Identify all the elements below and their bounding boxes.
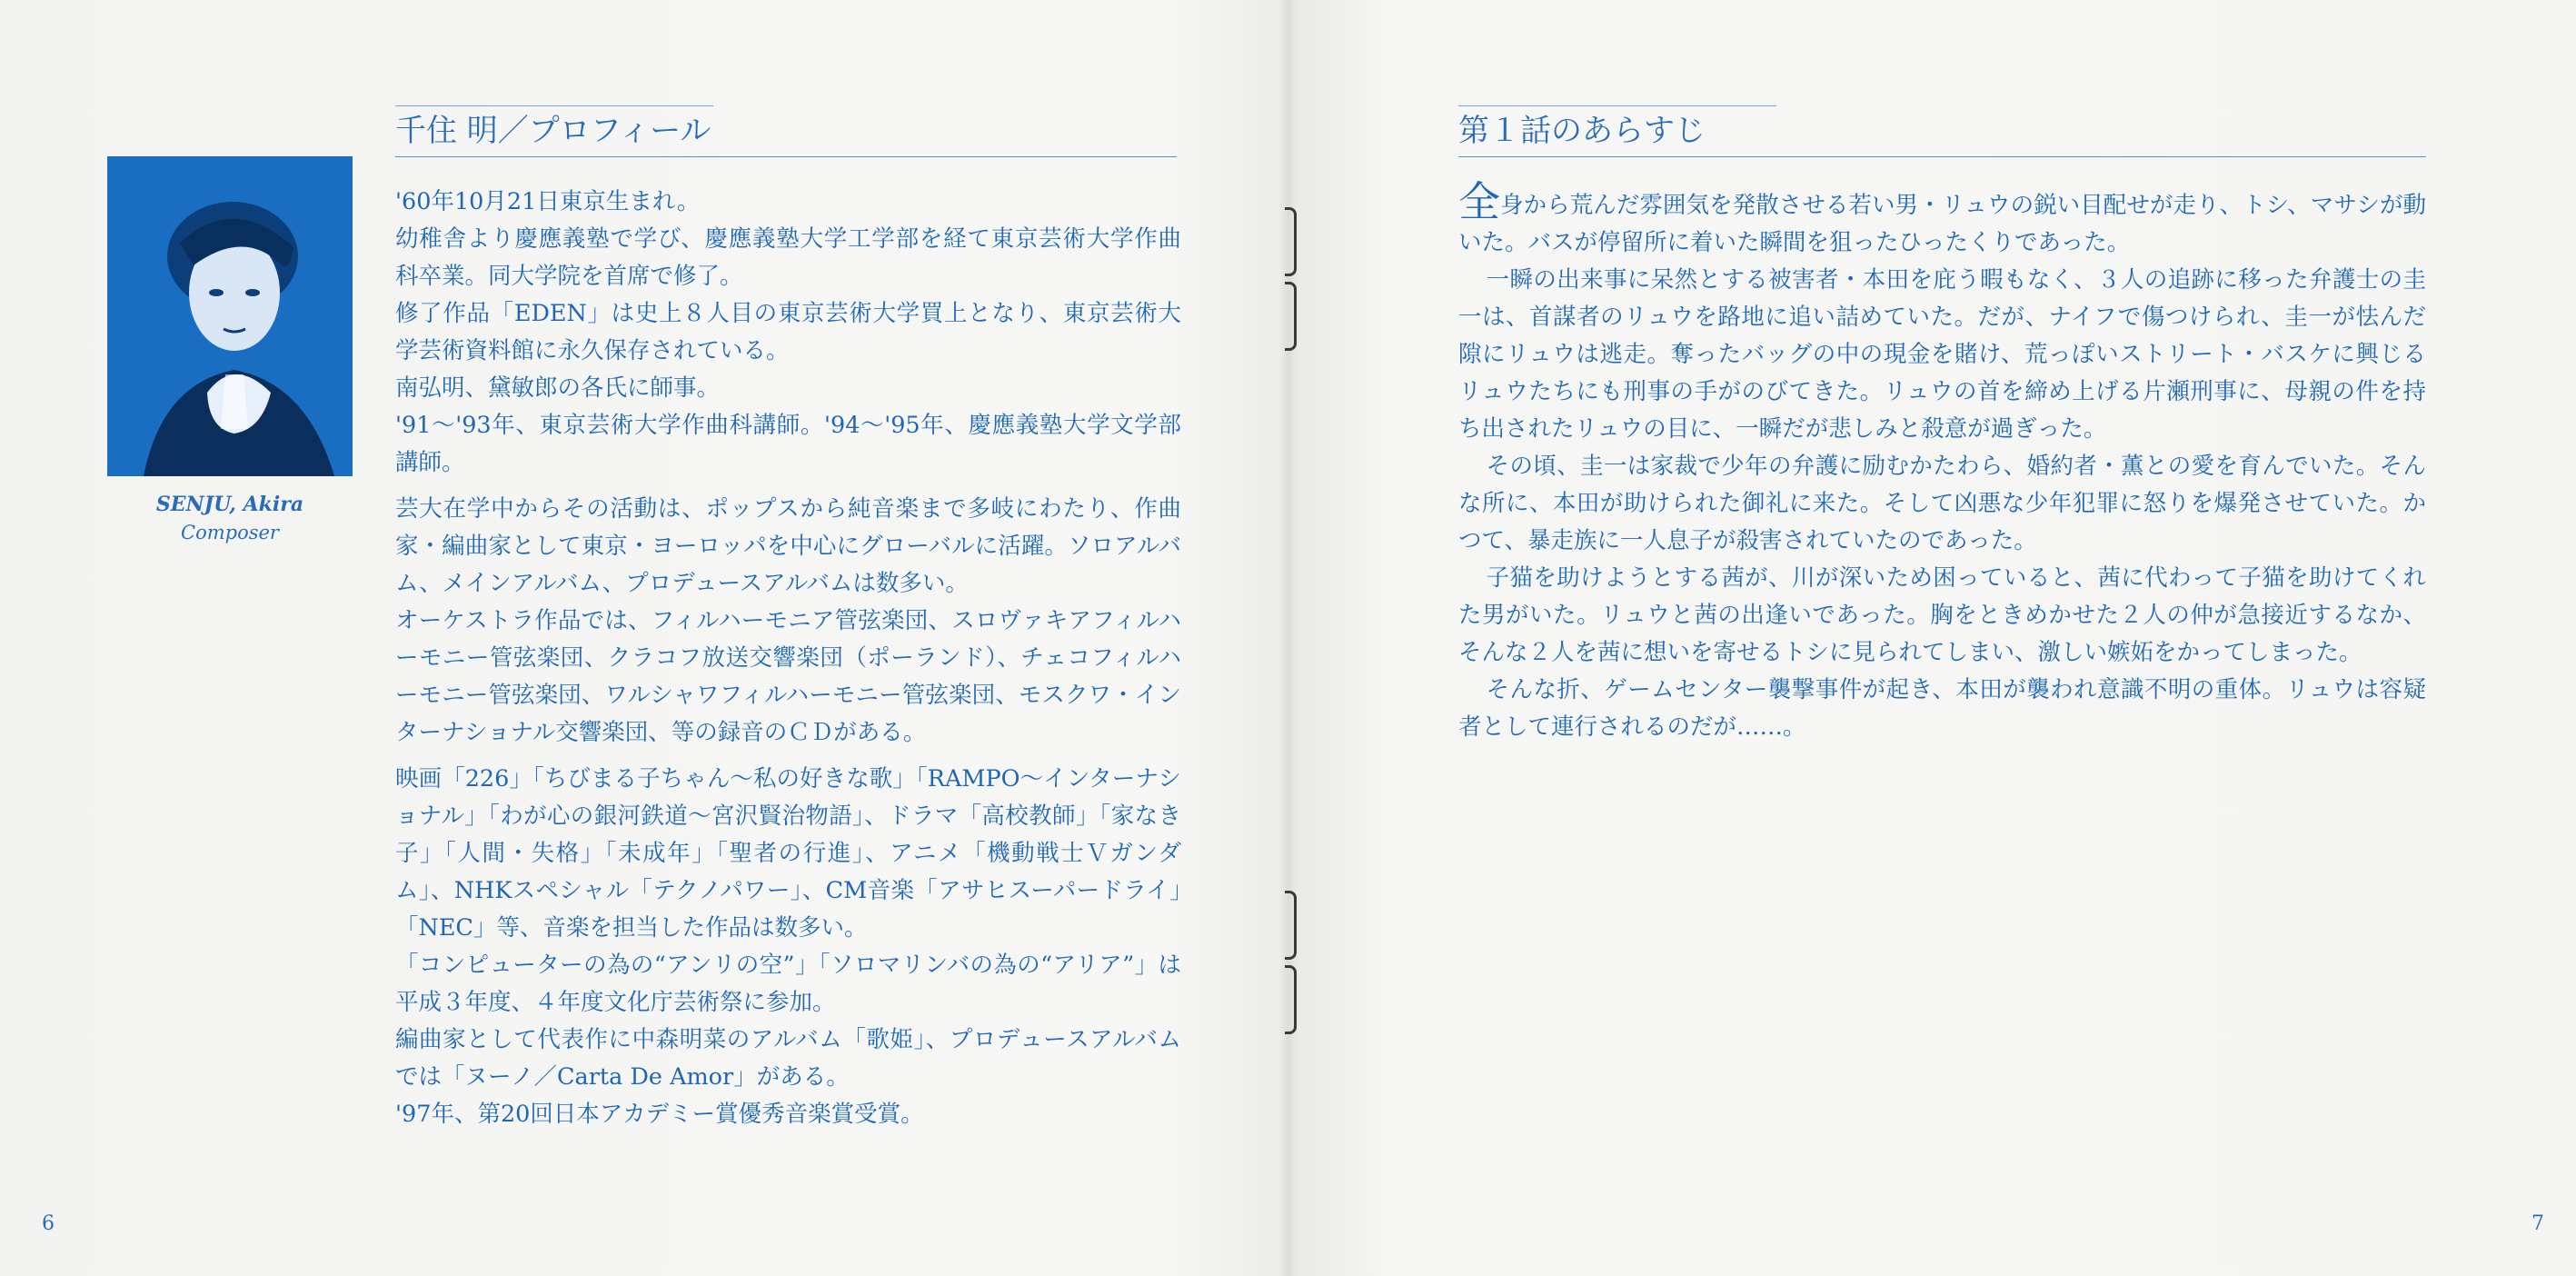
- staple-bottom-b: [1285, 965, 1297, 1034]
- synopsis-heading: 第１話のあらすじ: [1458, 113, 2426, 157]
- page-number-right: 7: [2531, 1212, 2544, 1235]
- synopsis-paragraph: そんな折、ゲームセンター襲撃事件が起き、本田が襲われ意識不明の重体。リュウは容疑者として連行されるのだが……。: [1458, 676, 2426, 741]
- staple-bottom-a: [1285, 891, 1297, 960]
- bio-line: オーケストラ作品では、フィルハーモニア管弦楽団、スロヴァキアフィルハーモニー管弦楽団、クラコフ放送交響楽団（ポーランド）、チェコフィルハーモニー管弦楽団、ワルシャワフィルハーモニー管弦楽団、モスクワ・インターナショナル交響楽団、等の録音のＣＤがある。: [395, 607, 1181, 746]
- profile-body: [395, 184, 1181, 1133]
- synopsis-paragraph: [1458, 177, 2427, 262]
- bio-line: 南弘明、黛敏郎の各氏に師事。: [395, 374, 721, 402]
- bio-line: 修了作品「EDEN」は史上８人目の東京芸術大学買上となり、東京芸術大学芸術資料館に永久保存されている。: [395, 300, 1181, 364]
- right-page: [1288, 0, 2576, 1276]
- composer-name: SENJU, Akira: [155, 493, 304, 516]
- bio-line: '91～'93年、東京芸術大学作曲科講師。'94～'95年、慶應義塾大学文学部講師。: [395, 412, 1181, 476]
- synopsis-paragraph: 子猫を助けようとする茜が、川が深いため困っていると、茜に代わって子猫を助けてくれた男がいた。リュウと茜の出逢いであった。胸をときめかせた２人の仲が急接近するなか、そんな２人を茜に想いを寄せるトシに見られてしまい、激しい嫉妬をかってしまった。: [1458, 564, 2426, 666]
- spine-gutter: [1279, 0, 1296, 1276]
- page-number-left: 6: [42, 1212, 55, 1235]
- composer-role: Composer: [181, 522, 279, 543]
- synopsis-paragraph: 一瞬の出来事に呆然とする被害者・本田を庇う暇もなく、３人の追跡に移った弁護士の圭一は、首謀者のリュウを路地に追い詰めていた。だが、ナイフで傷つけられ、圭一が怯んだ隙にリュウは逃走。奪ったバッグの中の現金を賭け、荒っぽいストリート・バスケに興じるリュウたちにも刑事の手がのびてきた。リュウの首を締め上げる片瀬刑事に、母親の件を持ち出されたリュウの目に、一瞬だが悲しみと殺意が過ぎった。: [1458, 266, 2426, 443]
- drop-cap: 全: [1458, 177, 1501, 226]
- synopsis-paragraph: その頃、圭一は家裁で少年の弁護に励むかたわら、婚約者・薫との愛を育んでいた。そんな所に、本田が助けられた御礼に来た。そして凶悪な少年犯罪に怒りを爆発させていた。かつて、暴走族に一人息子が殺害されていたのであった。: [1458, 453, 2426, 554]
- bio-line: 芸大在学中からその活動は、ポップスから純音楽まで多岐にわたり、作曲家・編曲家として東京・ヨーロッパを中心にグローバルに活躍。ソロアルバム、メインアルバム、プロデュースアルバムは数多い。: [395, 495, 1181, 597]
- bio-line: 編曲家として代表作に中森明菜のアルバム「歌姫」、プロデュースアルバムでは「ヌーノ／Carta De Amor」がある。: [395, 1026, 1181, 1091]
- profile-heading: 千住 明／プロフィール: [395, 113, 1177, 157]
- bio-line: '97年、第20回日本アカデミー賞優秀音楽賞受賞。: [395, 1101, 924, 1128]
- synopsis-paragraph-text: 身から荒んだ雰囲気を発散させる若い男・リュウの鋭い目配せが走り、トシ、マサシが動いた。バスが停留所に着いた瞬間を狙ったひったくりであった。: [1458, 192, 2427, 256]
- synopsis-body: [1458, 177, 2427, 746]
- bio-line: 映画「226」「ちびまる子ちゃん～私の好きな歌」「RAMPO～インターナショナル」「わが心の銀河鉄道～宮沢賢治物語」、ドラマ「高校教師」「家なき子」「人間・失格」「未成年」「聖者の行進」、アニメ「機動戦士Ｖガンダム」、NHKスペシャル「テクノパワー」、CM音楽「アサヒスーパードライ」「NEC」等、音楽を担当した作品は数多い。: [395, 765, 1181, 942]
- composer-photo: [107, 156, 353, 476]
- bio-line: '60年10月21日東京生まれ。: [395, 188, 701, 215]
- portrait-image: [107, 156, 353, 476]
- bio-line: 幼稚舎より慶應義塾で学び、慶應義塾大学工学部を経て東京芸術大学作曲科卒業。同大学院を首席で修了。: [395, 225, 1181, 290]
- bio-line: 「コンピューターの為の“アンリの空”」「ソロマリンバの為の“アリア”」は平成３年度、４年度文化庁芸術祭に参加。: [395, 952, 1181, 1016]
- staple-top-a: [1285, 207, 1297, 276]
- staple-top-b: [1285, 282, 1297, 351]
